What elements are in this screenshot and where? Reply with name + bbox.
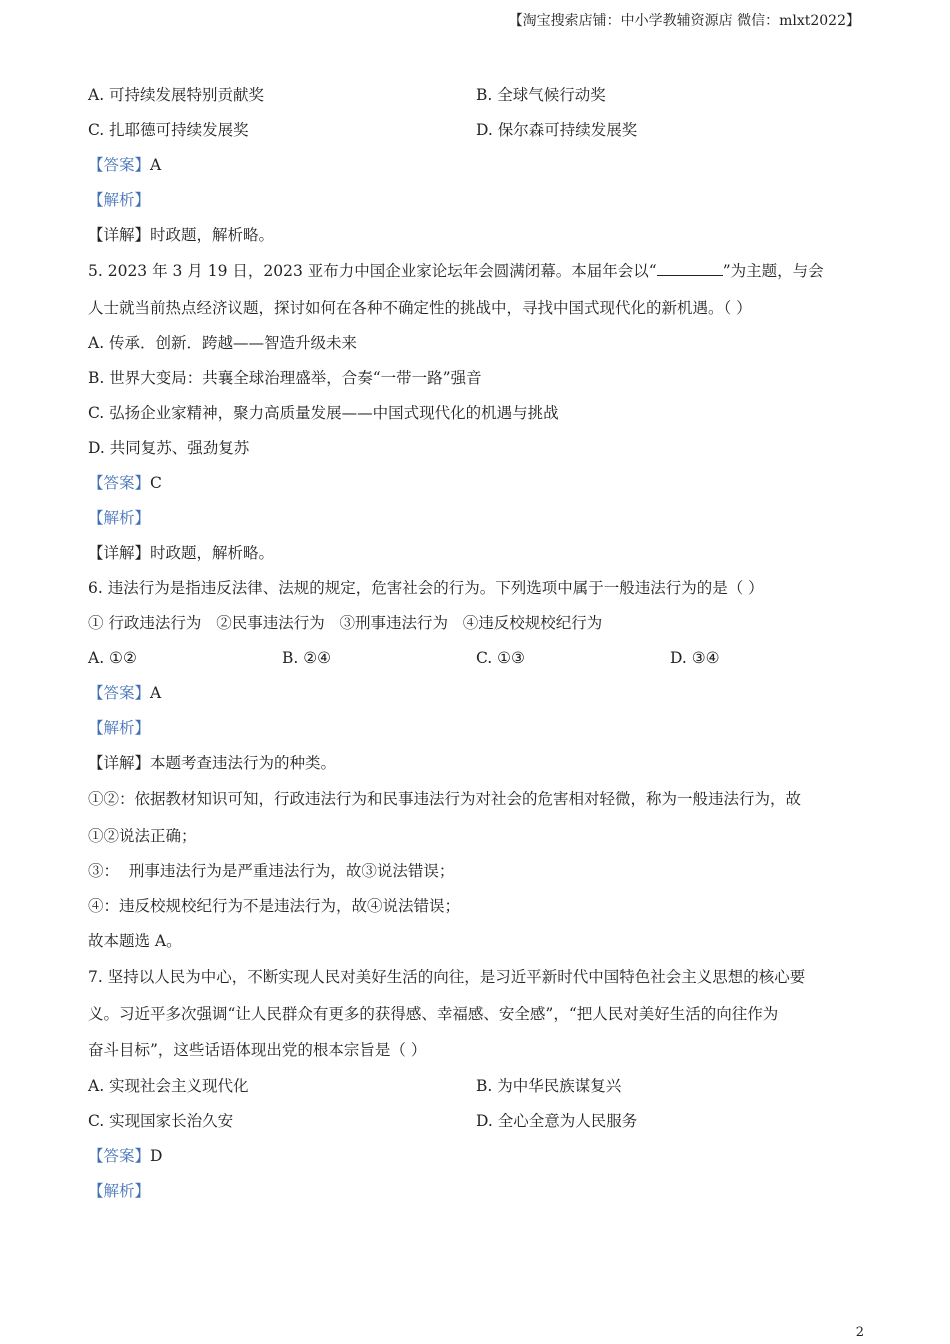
q7-stem-line-1: 7. 坚持以人民为中心，不断实现人民对美好生活的向往，是习近平新时代中国特色社会主义思想的核心要 (88, 968, 806, 986)
q6-detail (88, 746, 863, 781)
detail-tag: 【详解】 (88, 544, 151, 562)
analysis-tag: 【解析】 (88, 509, 151, 527)
analysis-tag: 【解析】 (88, 1181, 151, 1200)
q4-option-d: D. 保尔森可持续发展奖 (476, 121, 638, 139)
q5-detail (88, 536, 863, 571)
q5-answer (88, 466, 863, 501)
q5-stem-line-2: 人士就当前热点经济议题，探讨如何在各种不确定性的挑战中，寻找中国式现代化的新机遇。（ ） (88, 298, 752, 317)
q7-analysis (88, 1174, 863, 1209)
q4-option-c: C. 扎耶德可持续发展奖 (88, 121, 249, 139)
page-content (88, 78, 863, 1209)
q6-explanation-line: ④：违反校规校纪行为不是违法行为，故④说法错误； (88, 897, 461, 915)
q7-stem-line-3: 奋斗目标”，这些话语体现出党的根本宗旨是（ ） (88, 1041, 427, 1059)
detail-text: 时政题，解析略。 (150, 226, 275, 244)
q6-explanation-line: ③： 刑事违法行为是严重违法行为，故③说法错误； (88, 862, 455, 880)
q4-options-row-1 (88, 78, 863, 113)
q7-options-row-1 (88, 1069, 863, 1104)
q4-option-b: B. 全球气候行动奖 (476, 86, 606, 104)
answer-tag: 【答案】 (88, 684, 151, 702)
q6-items: ① 行政违法行为 ②民事违法行为 ③刑事违法行为 ④违反校规校纪行为 (88, 614, 603, 632)
q5-option-b: B. 世界大变局：共襄全球治理盛举，合奏“一带一路”强音 (88, 369, 482, 387)
q6-stem: 6. 违法行为是指违反法律、法规的规定，危害社会的行为。下列选项中属于一般违法行为的是（ ） (88, 579, 764, 597)
q6-option-b: B. ②④ (282, 649, 332, 667)
q5-option-d: D. 共同复苏、强劲复苏 (88, 439, 250, 457)
answer-tag: 【答案】 (88, 1146, 151, 1165)
detail-text: 本题考查违法行为的种类。 (150, 754, 337, 772)
detail-tag: 【详解】 (88, 754, 151, 772)
page-header: 【淘宝搜索店铺：中小学教辅资源店 微信：mlxt2022】 (508, 13, 860, 29)
analysis-tag: 【解析】 (88, 719, 151, 737)
answer-value: C (150, 474, 162, 492)
q7-options-row-2 (88, 1104, 863, 1139)
q6-option-a: A. ①② (88, 649, 137, 667)
detail-text: 时政题，解析略。 (150, 544, 275, 562)
q4-detail (88, 218, 863, 253)
q4-option-a: A. 可持续发展特别贡献奖 (88, 86, 265, 104)
q6-option-c: C. ①③ (476, 649, 525, 667)
q4-options-row-2 (88, 113, 863, 148)
detail-tag: 【详解】 (88, 226, 151, 244)
analysis-tag: 【解析】 (88, 191, 151, 209)
q4-answer (88, 148, 863, 183)
q6-options-row (88, 641, 863, 676)
q5-option-a: A. 传承．创新．跨越——智造升级未来 (88, 334, 358, 352)
answer-tag: 【答案】 (88, 474, 151, 492)
q5-stem-line-1: 5. 2023 年 3 月 19 日，2023 亚布力中国企业家论坛年会圆满闭幕。本届年会以“ ”为主题，与会 (88, 262, 824, 280)
q4-analysis (88, 183, 863, 218)
q7-option-a: A. 实现社会主义现代化 (88, 1076, 249, 1095)
fill-blank (657, 261, 723, 276)
q7-answer (88, 1139, 863, 1174)
q6-explanation-line: ①②说法正确； (88, 826, 197, 845)
answer-value: A (150, 684, 162, 702)
q7-option-d: D. 全心全意为人民服务 (476, 1111, 638, 1130)
answer-value: A (150, 156, 162, 174)
answer-value: D (150, 1146, 163, 1165)
q6-conclusion: 故本题选 A。 (88, 932, 182, 950)
answer-tag: 【答案】 (88, 156, 151, 174)
page-number: 2 (855, 1325, 864, 1340)
q6-option-d: D. ③④ (670, 649, 720, 667)
q7-option-c: C. 实现国家长治久安 (88, 1111, 234, 1130)
q6-analysis (88, 711, 863, 746)
q6-explanation-line: ①②：依据教材知识可知，行政违法行为和民事违法行为对社会的危害相对轻微，称为一般违法行为，故 (88, 790, 802, 808)
q5-analysis (88, 501, 863, 536)
q7-option-b: B. 为中华民族谋复兴 (476, 1076, 622, 1095)
q7-stem-line-2: 义。习近平多次强调“让人民群众有更多的获得感、幸福感、安全感”，“把人民对美好生活的向往作为 (88, 1004, 779, 1023)
q5-option-c: C. 弘扬企业家精神，聚力高质量发展——中国式现代化的机遇与挑战 (88, 404, 559, 422)
q6-answer (88, 676, 863, 711)
